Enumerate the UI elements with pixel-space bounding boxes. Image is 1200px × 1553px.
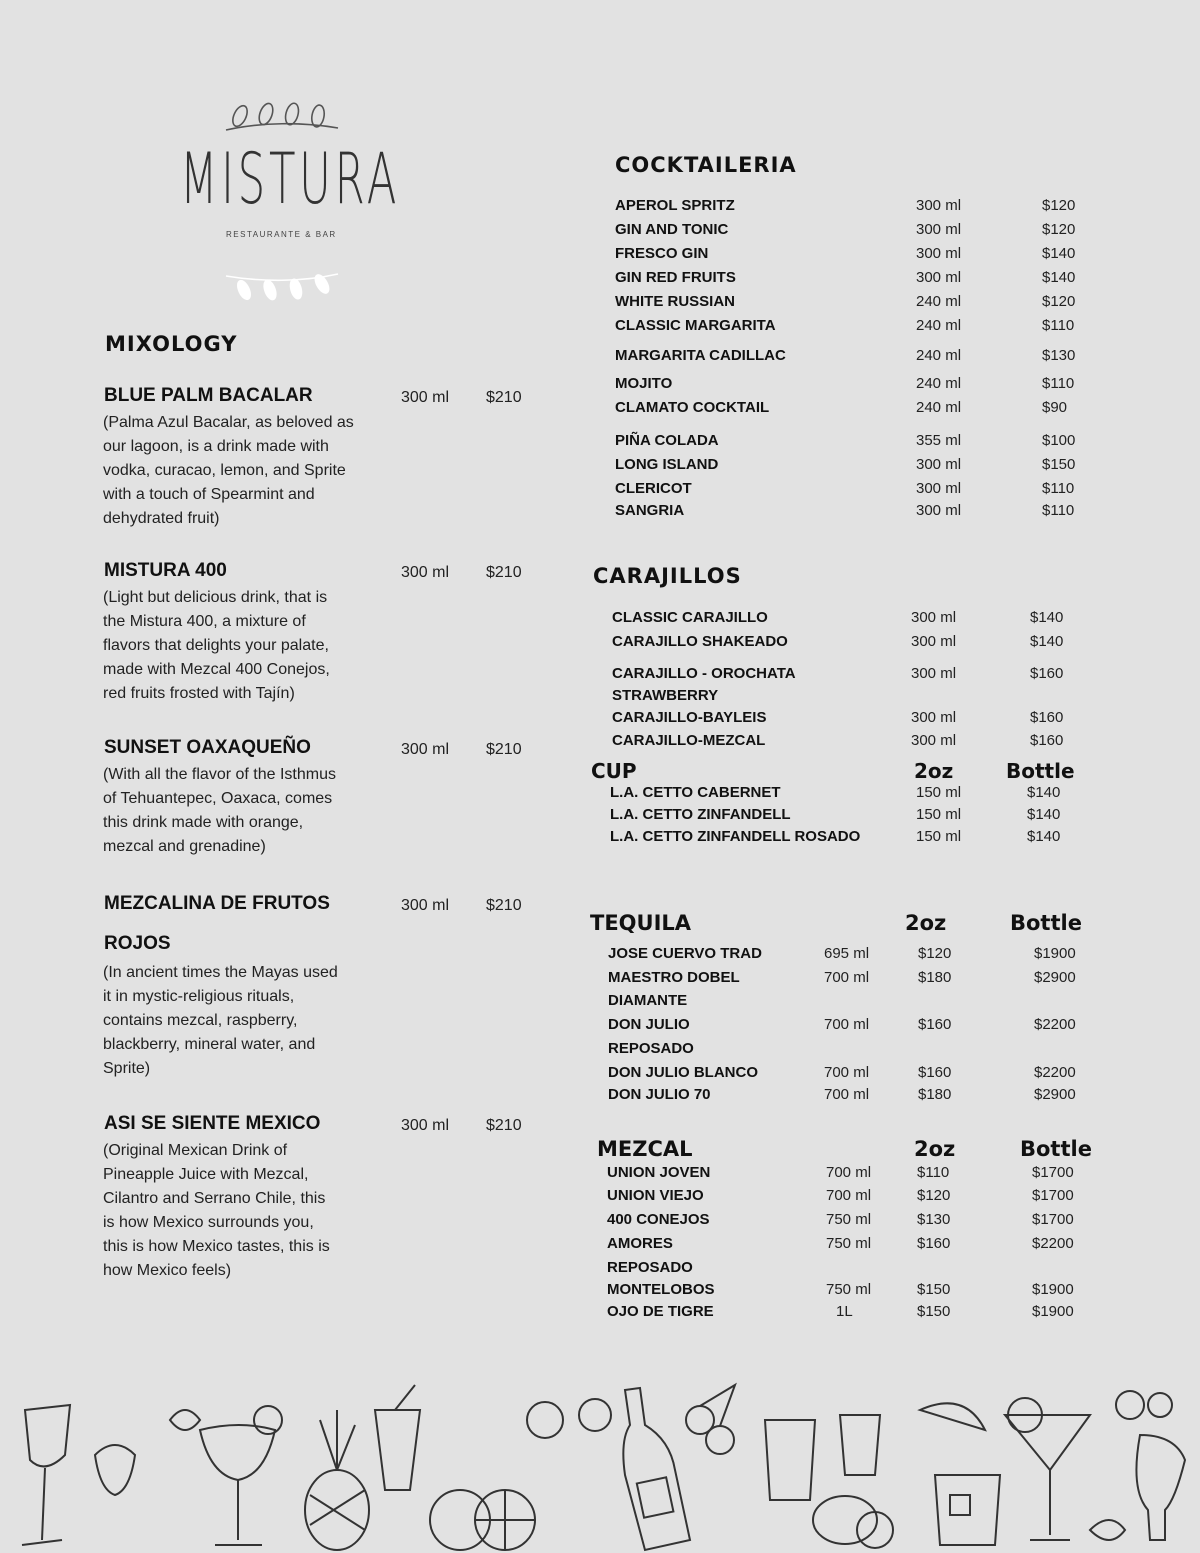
cocktaileria-item-volume: 300 ml (916, 221, 962, 238)
mix-item-description: is how Mexico surrounds you, (103, 1214, 314, 1231)
cocktaileria-item-name: MOJITO (615, 375, 673, 392)
carajillos-item-volume: 300 ml (911, 633, 957, 650)
cup-item-volume: 150 ml (916, 828, 962, 845)
cocktaileria-item-price: $120 (1042, 293, 1076, 310)
tequila-item-volume: 700 ml (824, 969, 870, 986)
mix-item-name: ASI SE SIENTE MEXICO (104, 1113, 321, 1134)
cocktaileria-item-price: $130 (1042, 347, 1076, 364)
mix-item-description: Sprite) (103, 1060, 151, 1077)
cup-row (610, 784, 1087, 804)
carajillos-item-volume: 300 ml (911, 665, 957, 682)
mix-item-description: (Palma Azul Bacalar, as beloved as (103, 414, 354, 431)
mezcal-row (607, 1303, 1092, 1323)
mezcal-item-name: OJO DE TIGRE (607, 1303, 714, 1320)
mezcal-item-bottle-price: $1900 (1032, 1281, 1074, 1298)
cocktaileria-row (615, 197, 1102, 217)
mezcal-item-volume: 750 ml (826, 1211, 872, 1228)
carajillos-item-price: $140 (1030, 609, 1064, 626)
cocktaileria-row (615, 269, 1102, 289)
tequila-col-2oz: 2oz (905, 911, 947, 935)
cocktaileria-item-name: CLASSIC MARGARITA (615, 317, 776, 334)
carajillos-item-name: CARAJILLO-BAYLEIS (612, 709, 767, 726)
mezcal-item-volume: 700 ml (826, 1187, 872, 1204)
cocktaileria-item-volume: 300 ml (916, 269, 962, 286)
mix-item-description: (In ancient times the Mayas used (103, 964, 338, 981)
cocktaileria-item-name: WHITE RUSSIAN (615, 293, 735, 310)
cocktaileria-item-name: SANGRIA (615, 502, 685, 519)
mix-item-description: with a touch of Spearmint and (103, 486, 315, 503)
mezcal-item-name: UNION VIEJO (607, 1187, 704, 1204)
cocktaileria-item-name: APEROL SPRITZ (615, 197, 735, 214)
mezcal-item-bottle-price: $1700 (1032, 1211, 1074, 1228)
cocktaileria-row (615, 245, 1102, 265)
mix-item-volume: 300 ml (401, 389, 450, 406)
cocktaileria-item-volume: 240 ml (916, 293, 962, 310)
tequila-item-volume: 700 ml (824, 1086, 870, 1103)
mezcal-item-name: UNION JOVEN (607, 1164, 711, 1181)
tequila-item-name: DON JULIO BLANCO (608, 1064, 758, 1081)
cocktaileria-item-name: PIÑA COLADA (615, 432, 719, 449)
mix-item-description: flavors that delights your palate, (103, 637, 329, 654)
mix-item-description: contains mezcal, raspberry, (103, 1012, 298, 1029)
mezcal-item-volume: 750 ml (826, 1235, 872, 1252)
cocktaileria-row (615, 293, 1102, 313)
tequila-row (608, 969, 1094, 989)
cocktaileria-item-volume: 355 ml (916, 432, 962, 449)
carajillos-item-name: CARAJILLO-MEZCAL (612, 732, 766, 749)
mezcal-item-2oz-price: $120 (917, 1187, 951, 1204)
cup-item-price: $140 (1027, 828, 1061, 845)
tequila-row (608, 1016, 1094, 1036)
carajillos-item-name: CLASSIC CARAJILLO (612, 609, 768, 626)
mix-item-description: Pineapple Juice with Mezcal, (103, 1166, 309, 1183)
mix-item-description: this drink made with orange, (103, 814, 304, 831)
mezcal-item-2oz-price: $160 (917, 1235, 951, 1252)
brand-logo: MISTURA (180, 138, 401, 220)
mix-item-volume: 300 ml (401, 564, 450, 581)
cocktaileria-item-volume: 300 ml (916, 197, 962, 214)
laurel-branch-icon (222, 268, 342, 304)
cocktaileria-item-price: $110 (1042, 317, 1075, 334)
mix-item-description: made with Mezcal 400 Conejos, (103, 661, 330, 678)
cup-col-2oz: 2oz (914, 759, 954, 783)
mezcal-item-2oz-price: $110 (917, 1164, 950, 1181)
mix-item-volume: 300 ml (401, 741, 450, 758)
cup-item-name: L.A. CETTO ZINFANDELL ROSADO (610, 828, 861, 845)
cocktaileria-item-price: $140 (1042, 245, 1076, 262)
tequila-row (608, 1040, 1094, 1060)
tequila-item-2oz-price: $180 (918, 969, 952, 986)
tequila-item-bottle-price: $2900 (1034, 969, 1076, 986)
carajillos-row (612, 609, 1090, 629)
cocktaileria-item-volume: 300 ml (916, 480, 962, 497)
mix-item-volume: 300 ml (401, 897, 450, 914)
carajillos-item-name: CARAJILLO - OROCHATA (612, 665, 796, 682)
cocktaileria-item-volume: 300 ml (916, 456, 962, 473)
cup-item-price: $140 (1027, 784, 1061, 801)
cocktaileria-item-price: $100 (1042, 432, 1076, 449)
mix-item-description: this is how Mexico tastes, this is (103, 1238, 330, 1255)
mix-item-description: how Mexico feels) (103, 1262, 232, 1279)
mezcal-col-bottle: Bottle (1020, 1137, 1092, 1161)
cocktaileria-row (615, 375, 1102, 395)
mezcal-item-bottle-price: $1700 (1032, 1164, 1074, 1181)
cocktaileria-item-volume: 240 ml (916, 347, 962, 364)
mix-item-description: vodka, curacao, lemon, and Sprite (103, 462, 346, 479)
tequila-row (608, 945, 1094, 965)
mix-item-price: $210 (486, 1117, 522, 1134)
cocktaileria-item-volume: 240 ml (916, 399, 962, 416)
mezcal-row (607, 1211, 1092, 1231)
cup-item-price: $140 (1027, 806, 1061, 823)
tequila-item-bottle-price: $2200 (1034, 1064, 1076, 1081)
mix-item-description: (Original Mexican Drink of (103, 1142, 288, 1159)
mezcal-item-bottle-price: $1700 (1032, 1187, 1074, 1204)
tequila-item-bottle-price: $2200 (1034, 1016, 1076, 1033)
carajillos-item-name: CARAJILLO SHAKEADO (612, 633, 788, 650)
cocktaileria-row (615, 456, 1102, 476)
mix-item-name: SUNSET OAXAQUEÑO (104, 737, 311, 758)
mezcal-item-name: REPOSADO (607, 1259, 693, 1276)
cocktaileria-item-volume: 300 ml (916, 245, 962, 262)
tequila-item-volume: 700 ml (824, 1016, 870, 1033)
mezcal-item-2oz-price: $150 (917, 1303, 951, 1320)
carajillos-row (612, 665, 1090, 685)
carajillos-item-price: $160 (1030, 732, 1064, 749)
cocktaileria-item-name: LONG ISLAND (615, 456, 719, 473)
carajillos-item-name: STRAWBERRY (612, 687, 719, 704)
brand-tagline: RESTAURANTE & BAR (226, 230, 337, 239)
mezcal-title: MEZCAL (597, 1137, 693, 1161)
tequila-item-2oz-price: $120 (918, 945, 952, 962)
mezcal-row (607, 1259, 1092, 1279)
mix-item-description: the Mistura 400, a mixture of (103, 613, 306, 630)
tequila-item-2oz-price: $160 (918, 1016, 952, 1033)
carajillos-row (612, 633, 1090, 653)
cocktaileria-item-price: $110 (1042, 502, 1075, 519)
cocktaileria-row (615, 347, 1102, 367)
mix-item-description: our lagoon, is a drink made with (103, 438, 329, 455)
cocktaileria-item-name: CLAMATO COCKTAIL (615, 399, 770, 416)
mix-item-name: MEZCALINA DE FRUTOS (104, 893, 330, 914)
mezcal-item-name: 400 CONEJOS (607, 1211, 710, 1228)
cocktaileria-item-volume: 240 ml (916, 317, 962, 334)
mix-item-description: (With all the flavor of the Isthmus (103, 766, 336, 783)
mix-item-name: MISTURA 400 (104, 560, 227, 581)
mezcal-item-bottle-price: $1900 (1032, 1303, 1074, 1320)
cup-row (610, 806, 1087, 826)
tequila-item-name: DIAMANTE (608, 992, 688, 1009)
tequila-item-name: JOSE CUERVO TRAD (608, 945, 762, 962)
cocktaileria-item-price: $150 (1042, 456, 1076, 473)
mezcal-row (607, 1235, 1092, 1255)
tequila-title: TEQUILA (590, 911, 692, 935)
cocktaileria-item-price: $120 (1042, 197, 1076, 214)
tequila-item-name: DON JULIO 70 (608, 1086, 711, 1103)
mix-item-name: BLUE PALM BACALAR (104, 385, 313, 406)
drinks-and-fruits-illustration (0, 1380, 1200, 1553)
tequila-item-name: DON JULIO (608, 1016, 690, 1033)
mix-item-name-cont: ROJOS (104, 933, 171, 954)
cup-col-bottle: Bottle (1006, 759, 1075, 783)
tequila-item-volume: 695 ml (824, 945, 870, 962)
tequila-item-2oz-price: $180 (918, 1086, 952, 1103)
mezcal-item-volume: 750 ml (826, 1281, 872, 1298)
cocktaileria-item-name: MARGARITA CADILLAC (615, 347, 786, 364)
cup-item-volume: 150 ml (916, 806, 962, 823)
carajillos-row (612, 709, 1090, 729)
cocktaileria-item-volume: 240 ml (916, 375, 962, 392)
cocktaileria-item-price: $110 (1042, 480, 1075, 497)
cup-title: CUP (591, 759, 637, 783)
carajillos-item-price: $160 (1030, 665, 1064, 682)
mezcal-item-name: MONTELOBOS (607, 1281, 715, 1298)
mix-item-description: of Tehuantepec, Oaxaca, comes (103, 790, 333, 807)
mezcal-row (607, 1187, 1092, 1207)
tequila-row (608, 1086, 1094, 1106)
tequila-row (608, 1064, 1094, 1084)
mezcal-col-2oz: 2oz (914, 1137, 956, 1161)
mix-item-description: (Light but delicious drink, that is (103, 589, 328, 606)
mix-item-description: dehydrated fruit) (103, 510, 220, 527)
cocktaileria-item-name: GIN AND TONIC (615, 221, 729, 238)
mezcal-item-volume: 700 ml (826, 1164, 872, 1181)
tequila-item-volume: 700 ml (824, 1064, 870, 1081)
carajillos-row (612, 732, 1090, 752)
cocktaileria-item-volume: 300 ml (916, 502, 962, 519)
cup-item-volume: 150 ml (916, 784, 962, 801)
cocktaileria-row (615, 399, 1102, 419)
cocktaileria-item-price: $110 (1042, 375, 1075, 392)
mezcal-item-bottle-price: $2200 (1032, 1235, 1074, 1252)
mix-item-price: $210 (486, 897, 522, 914)
cup-item-name: L.A. CETTO ZINFANDELL (610, 806, 791, 823)
mix-item-description: mezcal and grenadine) (103, 838, 266, 855)
mix-item-volume: 300 ml (401, 1117, 450, 1134)
mezcal-item-volume: 1L (836, 1303, 853, 1320)
carajillos-item-price: $140 (1030, 633, 1064, 650)
cocktaileria-row (615, 480, 1102, 500)
tequila-item-2oz-price: $160 (918, 1064, 952, 1081)
mix-item-price: $210 (486, 389, 522, 406)
mix-item-description: it in mystic-religious rituals, (103, 988, 295, 1005)
cocktaileria-row (615, 221, 1102, 241)
cocktaileria-item-price: $140 (1042, 269, 1076, 286)
cocktaileria-item-price: $90 (1042, 399, 1068, 416)
tequila-col-bottle: Bottle (1010, 911, 1082, 935)
carajillos-item-volume: 300 ml (911, 732, 957, 749)
mix-item-description: Cilantro and Serrano Chile, this (103, 1190, 326, 1207)
tequila-item-name: MAESTRO DOBEL (608, 969, 740, 986)
mezcal-row (607, 1164, 1092, 1184)
mezcal-item-name: AMORES (607, 1235, 673, 1252)
carajillos-item-volume: 300 ml (911, 709, 957, 726)
mix-item-description: red fruits frosted with Tajín) (103, 685, 295, 702)
cocktaileria-item-name: GIN RED FRUITS (615, 269, 736, 286)
cocktaileria-row (615, 317, 1102, 337)
mix-item-price: $210 (486, 741, 522, 758)
tequila-item-name: REPOSADO (608, 1040, 694, 1057)
cup-item-name: L.A. CETTO CABERNET (610, 784, 781, 801)
carajillos-item-volume: 300 ml (911, 609, 957, 626)
mezcal-item-2oz-price: $130 (917, 1211, 951, 1228)
carajillos-item-price: $160 (1030, 709, 1064, 726)
mix-item-description: blackberry, mineral water, and (103, 1036, 316, 1053)
cocktaileria-item-price: $120 (1042, 221, 1076, 238)
cup-row (610, 828, 1087, 848)
mezcal-row (607, 1281, 1092, 1301)
cocktaileria-row (615, 502, 1102, 522)
tequila-item-bottle-price: $2900 (1034, 1086, 1076, 1103)
tequila-row (608, 992, 1094, 1012)
tequila-item-bottle-price: $1900 (1034, 945, 1076, 962)
laurel-branch-icon (222, 100, 342, 136)
cocktaileria-item-name: CLERICOT (615, 480, 692, 497)
cocktaileria-row (615, 432, 1102, 452)
mixology-title: MIXOLOGY (105, 332, 238, 356)
cocktaileria-item-name: FRESCO GIN (615, 245, 709, 262)
carajillos-row (612, 687, 1090, 707)
mezcal-item-2oz-price: $150 (917, 1281, 951, 1298)
carajillos-title: CARAJILLOS (593, 564, 742, 588)
cocktaileria-title: COCKTAILERIA (615, 153, 797, 177)
mix-item-price: $210 (486, 564, 522, 581)
